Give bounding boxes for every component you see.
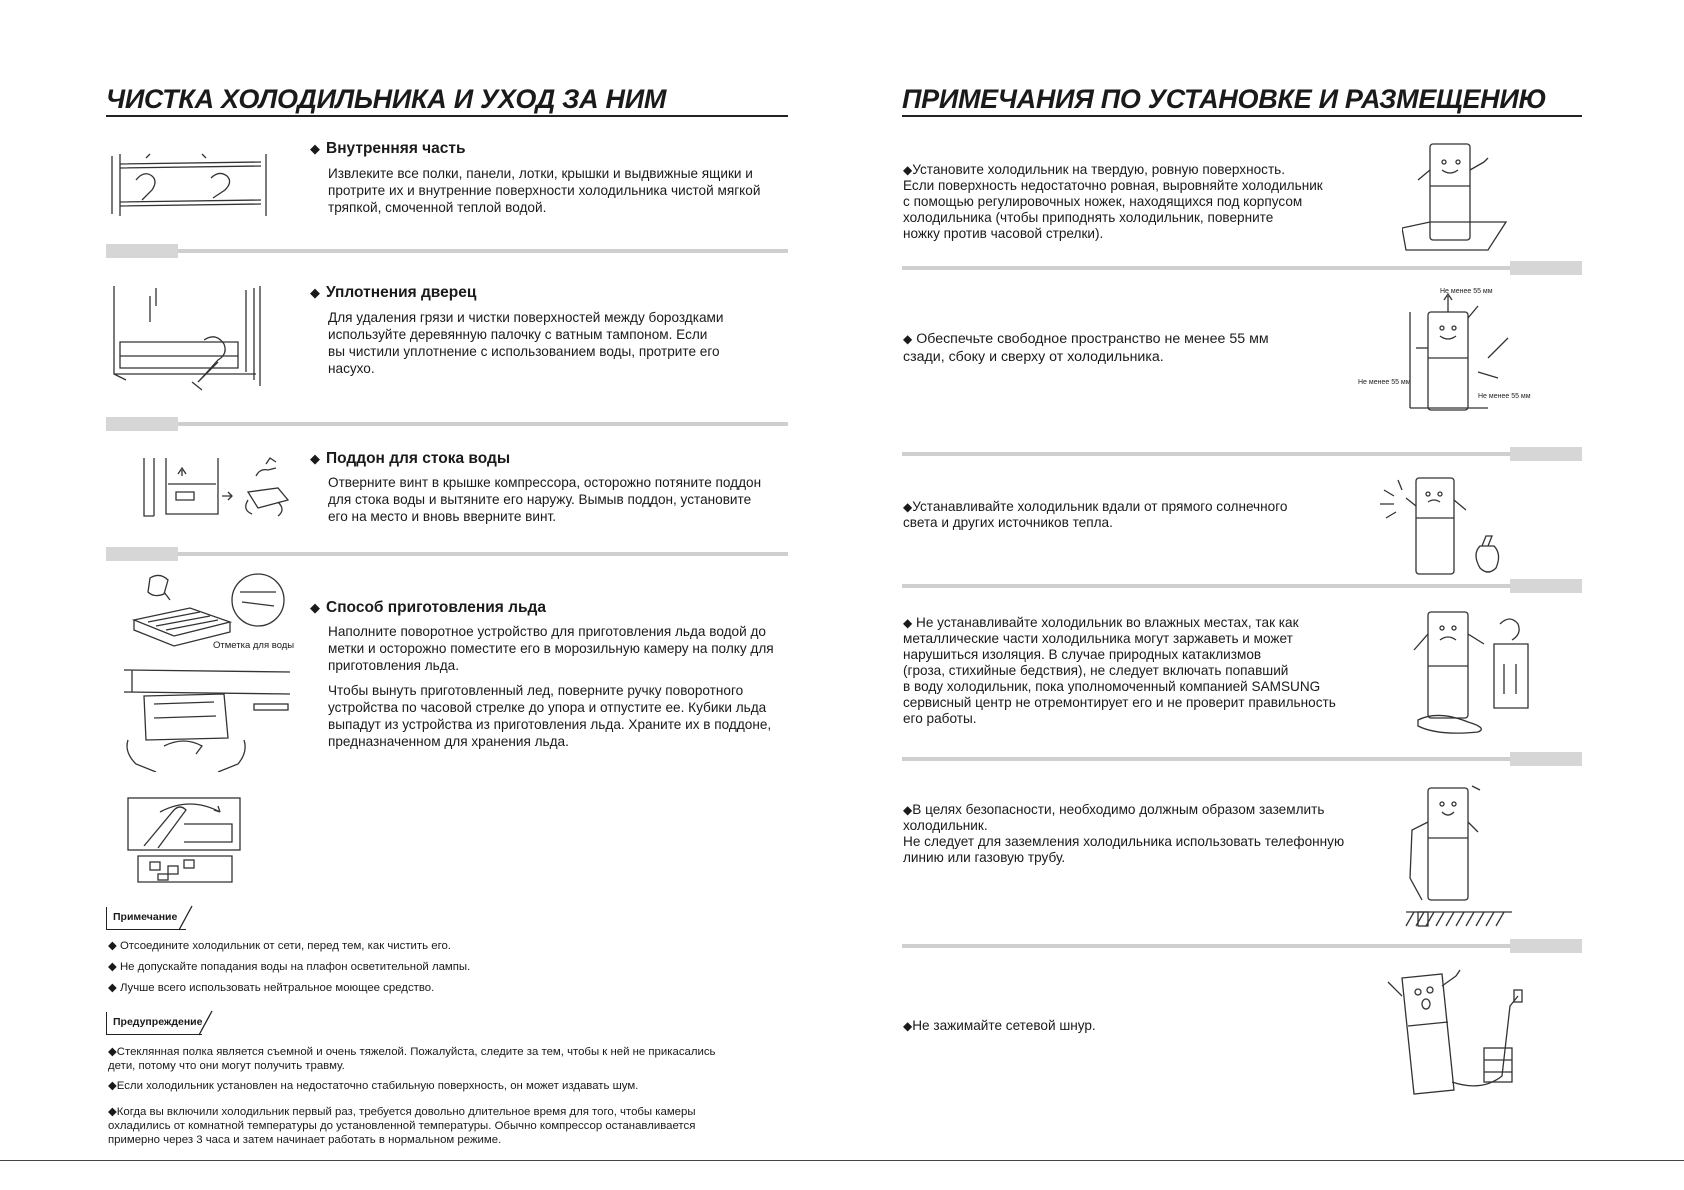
page-title-left: ЧИСТКА ХОЛОДИЛЬНИКА И УХОД ЗА НИМ xyxy=(106,84,667,114)
door-seal-illustration xyxy=(106,282,266,394)
title-rule-right xyxy=(902,115,1582,117)
note-tag-slant xyxy=(178,905,194,931)
fridge-grounding-illustration xyxy=(1404,782,1514,930)
section-heading-ice-making: ◆ Способ приготовления льда xyxy=(310,599,546,616)
separator-tab xyxy=(106,417,178,431)
warning-item: ◆Когда вы включили холодильник первый раз, требуется довольно длительное время для того, чтобы камеры охладились от комнатной температуры до установленной температуры. Обычно компрессор останавливается примерно через 3 часа и затем начинает работать в нормальном режиме. xyxy=(108,1106,696,1146)
separator-tab xyxy=(1510,261,1582,275)
warning-tag: Предупреждение xyxy=(106,1012,207,1034)
ice-maker-insert-illustration xyxy=(124,668,292,772)
clearance-diagram-illustration xyxy=(1358,288,1538,418)
note-tag-underline xyxy=(106,929,186,930)
section-body-ice-making: Наполните поворотное устройство для приготовления льда водой до метки и осторожно поместите его в морозильную камеру на полку для приготовления льда. xyxy=(328,624,774,673)
clearance-label-top: Не менее 55 мм xyxy=(1440,288,1493,295)
separator-tab xyxy=(1510,579,1582,593)
warning-tag-underline xyxy=(106,1034,202,1035)
clearance-label-back: Не менее 55 мм xyxy=(1478,393,1531,400)
page-bottom-rule xyxy=(0,1160,1684,1161)
section-heading-drain-pan: ◆ Поддон для стока воды xyxy=(310,450,511,467)
section-heading-door-seals: ◆ Уплотнения дверец xyxy=(310,284,477,301)
install-note-power-cord: ◆Не зажимайте сетевой шнур. xyxy=(903,1018,1096,1033)
drain-pan-illustration xyxy=(138,456,298,522)
separator xyxy=(902,944,1510,948)
water-mark-label: Отметка для воды xyxy=(213,640,295,651)
separator xyxy=(902,757,1510,761)
separator-tab xyxy=(1510,939,1582,953)
separator xyxy=(902,452,1510,456)
separator-tab xyxy=(1510,447,1582,461)
install-note-clearance: ◆ Обеспечьте свободное пространство не менее 55 мм сзади, сбоку и сверху от холодильника. xyxy=(903,331,1269,365)
warning-tag-slant xyxy=(198,1010,214,1036)
title-rule-left xyxy=(106,115,788,117)
install-note-grounding: ◆В целях безопасности, необходимо должным образом заземлить холодильник. Не следует для заземления холодильника использовать телефонную линию или газовую трубу. xyxy=(903,802,1345,865)
separator-tab xyxy=(106,547,178,561)
install-note-humidity: ◆ Не устанавливайте холодильник во влажных местах, так как металлические части холодильника могут заржаветь и может нарушиться изоляция. В случае природных катаклизмов (гроза, стихийные бедствия), не следует включать попавший в воду холодильник, пока уполномоченный компанией SAMSUNG сервисный центр не отремонтирует его и не проверит правильность его работы. xyxy=(903,615,1336,726)
separator xyxy=(902,584,1510,588)
section-body-interior: Извлеките все полки, панели, лотки, крышки и выдвижные ящики и протрите их и внутренние поверхности холодильника чистой мягкой тряпкой, смоченной теплой водой. xyxy=(328,166,761,215)
fridge-pinched-cord-illustration xyxy=(1386,966,1534,1102)
fridge-away-from-heat-illustration xyxy=(1376,470,1506,578)
separator xyxy=(902,266,1510,270)
shelf-cleaning-illustration xyxy=(106,150,274,220)
section-body-ice-removal: Чтобы вынуть приготовленный лед, поверните ручку поворотного устройства по часовой стрелке до упора и отпустите ее. Кубики льда выпадут из устройства из приготовления льда. Храните их в поддоне, предназначенном для хранения льда. xyxy=(328,683,772,749)
separator-tab xyxy=(1510,752,1582,766)
separator xyxy=(178,552,788,556)
fridge-wet-location-illustration xyxy=(1404,604,1534,734)
note-item: ◆ Лучше всего использовать нейтральное моющее средство. xyxy=(108,982,435,994)
separator-tab xyxy=(106,244,178,258)
note-tag: Примечание xyxy=(106,907,193,929)
ice-release-illustration xyxy=(124,796,244,888)
note-item: ◆ Отсоедините холодильник от сети, перед тем, как чистить его. xyxy=(108,940,451,952)
section-heading-interior: ◆ Внутренняя часть xyxy=(310,140,466,157)
install-note-heat-sources: ◆Устанавливайте холодильник вдали от прямого солнечного света и других источников тепла. xyxy=(903,499,1288,530)
warning-item: ◆Если холодильник установлен на недостаточно стабильную поверхность, он может издавать шум. xyxy=(108,1080,639,1092)
section-body-door-seals: Для удаления грязи и чистки поверхностей между бороздками используйте деревянную палочку с ватным тампоном. Если вы чистили уплотнение с использованием воды, протрите его насухо. xyxy=(328,310,724,376)
warning-item: ◆Стеклянная полка является съемной и очень тяжелой. Пожалуйста, следите за тем, чтобы к ней не прикасались дети, потому что они могут получить травму. xyxy=(108,1046,716,1072)
section-body-drain-pan: Отверните винт в крышке компрессора, осторожно потяните поддон для стока воды и вытяните его наружу. Вымыв поддон, установите его на место и вновь вверните винт. xyxy=(328,475,762,524)
clearance-label-side: Не менее 55 мм xyxy=(1358,379,1411,386)
separator xyxy=(178,249,788,253)
fridge-on-level-floor-illustration xyxy=(1402,140,1508,252)
install-note-level-surface: ◆Установите холодильник на твердую, ровную поверхность. Если поверхность недостаточно ровная, выровняйте холодильник с помощью регулировочных ножек, находящихся под корпусом холодильника (чтобы приподнять холодильник, поверните ножку против часовой стрелки). xyxy=(903,162,1323,241)
page-title-right: ПРИМЕЧАНИЯ ПО УСТАНОВКЕ И РАЗМЕЩЕНИЮ xyxy=(902,84,1547,114)
separator xyxy=(178,422,788,426)
note-item: ◆ Не допускайте попадания воды на плафон осветительной лампы. xyxy=(108,961,471,973)
